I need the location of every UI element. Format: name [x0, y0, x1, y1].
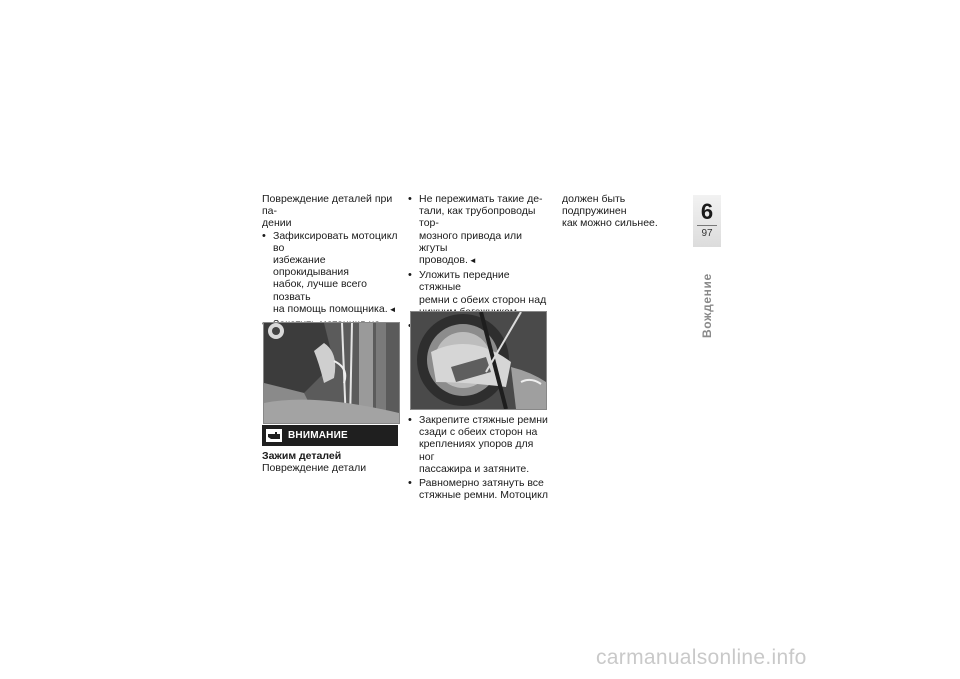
warning-content — [262, 450, 402, 474]
watermark: carmanualsonline.info — [596, 646, 807, 669]
col3-line-1: должен быть подпружинен — [562, 193, 627, 218]
warning-heading: Зажим деталей — [262, 450, 342, 462]
list-item: • Уложить передние стяжные ремни с обеих сторон над — [408, 269, 548, 318]
warning-text: Повреждение детали — [262, 462, 367, 475]
list-item: • Зафиксировать мотоцикл во избежание опрокидывания набок, лучше всего позвать на помощь помощника. ◄ — [262, 230, 402, 316]
photo-rear-straps-illustration — [411, 312, 546, 409]
photo-rear-straps — [410, 311, 547, 410]
end-marker-line: на помощь помощника. ◄ — [273, 303, 402, 316]
end-marker-line: проводов. ◄ — [419, 254, 548, 267]
warning-label: ВНИМАНИЕ — [288, 430, 348, 441]
page-number: 97 — [701, 228, 713, 239]
intro-line-2: дении — [262, 217, 292, 230]
warning-box — [262, 425, 398, 446]
list-item: • Закрепите стяжные ремни сзади с обеих сторон на креплениях упоров для ног пассажира и затяните. — [408, 414, 548, 475]
column-3 — [562, 193, 680, 230]
photo-front-straps-illustration — [264, 323, 399, 423]
list-item: • Равномерно затянуть все стяжные ремни. Мотоцикл — [408, 477, 548, 501]
chapter-tab — [693, 195, 721, 247]
col2-bullet-list-after-photo — [408, 414, 548, 501]
column-2-continued — [408, 414, 548, 503]
photo-front-straps — [263, 322, 400, 424]
intro-line-1: Повреждение деталей при па- — [262, 193, 393, 218]
chapter-divider — [697, 225, 717, 226]
list-item: • Не пережимать такие де- тали, как трубопроводы тор- мозного привода или жгуты проводов. ◄ — [408, 193, 548, 267]
chapter-title: Вождение — [700, 273, 714, 338]
chapter-number: 6 — [700, 199, 714, 224]
hand-pointer-icon — [266, 429, 282, 442]
col3-line-2: как можно сильнее. — [562, 217, 658, 230]
